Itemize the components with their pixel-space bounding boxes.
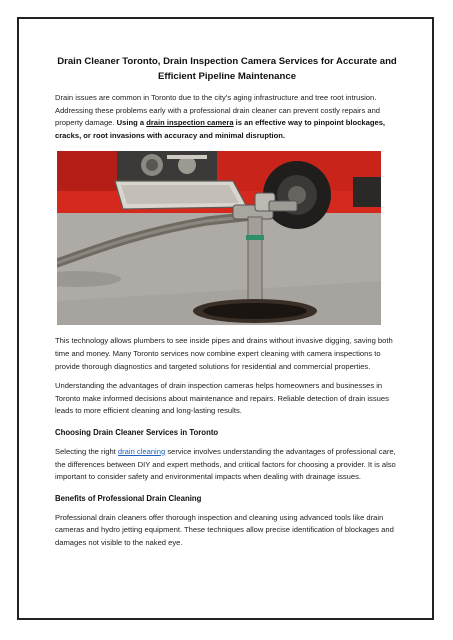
intro-text: Drain issues are common in Toronto due to the city’s aging infrastructure and tree root intrusion. Addressing these problems early with a professional drain cleaner can prevent costly repairs and property damage. — [55, 93, 381, 128]
section-heading-choosing: Choosing Drain Cleaner Services in Toronto — [55, 427, 219, 437]
paragraph-advantages: Understanding the advantages of drain inspection cameras helps homeowners and businesses in Toronto make informed decisions about maintenance and repairs. Reliable detection of drain issues leads to more efficient cleaning and long-lasting results. — [55, 381, 389, 416]
article-body — [55, 54, 399, 550]
drain-cleaning-link[interactable]: drain cleaning — [117, 446, 166, 456]
drain-inspection-camera-link[interactable]: drain inspection camera — [146, 118, 234, 128]
intro-lead-after: is an effective way to pinpoint blockages, cracks, or root invasions with accuracy and minimal disruption. — [55, 118, 386, 140]
choosing-text-after: service involves understanding the advantages of professional care, the differences between DIY and expert methods, and critical factors for choosing a provider. It is also important to consider safety and environmental impacts when dealing with drainage issues. — [55, 446, 396, 482]
article-title: Drain Cleaner Toronto, Drain Inspection Camera Services for Accurate and Efficient Pipeline Maintenance — [57, 56, 397, 82]
section-heading-benefits: Benefits of Professional Drain Cleaning — [55, 493, 202, 503]
paragraph-technology: This technology allows plumbers to see inside pipes and drains without invasive digging, saving both time and money. Many Toronto services now combine expert cleaning with camera inspections to provide thorough diagnostics and targeted solutions for residential and commercial properties. — [55, 336, 393, 371]
paragraph-choosing — [55, 446, 399, 484]
paragraph-benefits: Professional drain cleaners offer thorough inspection and cleaning using advanced tools like drain cameras and hydro jetting equipment. These techniques allow precise identification of blockages and damages not visible to the naked eye. — [55, 512, 394, 547]
intro-lead-before: Using a — [116, 118, 147, 128]
intro-paragraph — [55, 92, 399, 142]
document-page — [17, 17, 434, 620]
drain-truck-illustration — [57, 151, 381, 325]
drain-camera-photo — [57, 151, 381, 325]
choosing-text-before: Selecting the right — [55, 446, 118, 456]
